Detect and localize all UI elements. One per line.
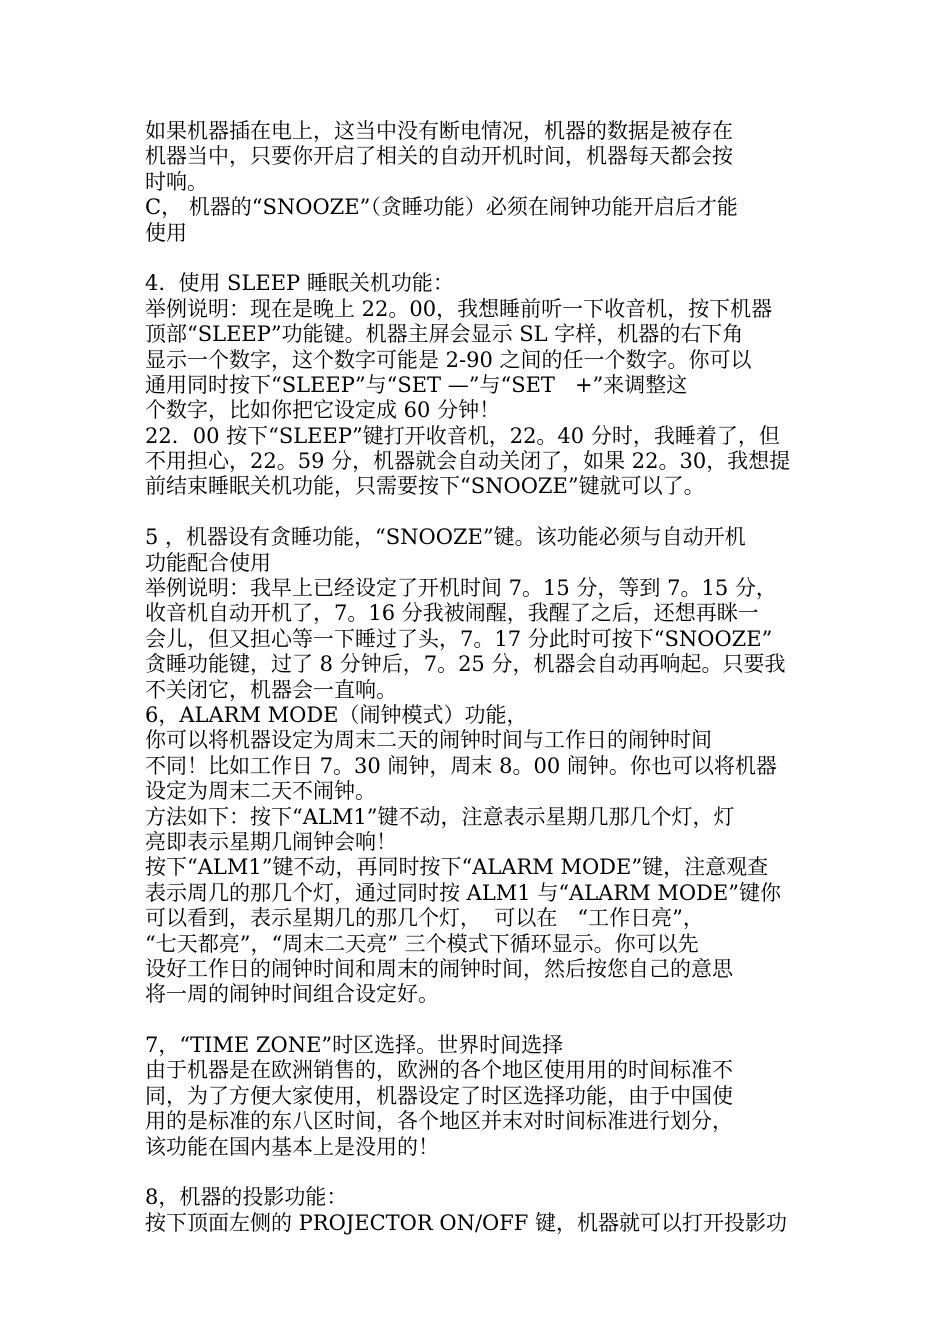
text-line: 设定为周末二天不闹钟。 [145, 779, 376, 804]
text-line: 机器当中，只要你开启了相关的自动开机时间，机器每天都会按 [145, 144, 733, 169]
text-line: 举例说明：现在是晚上 22。00，我想睡前听一下收音机，按下机器 [145, 296, 773, 321]
text-line: 设好工作日的闹钟时间和周末的闹钟时间，然后按您自己的意思 [145, 956, 733, 981]
blank-line [145, 1160, 815, 1185]
text-line: 功能配合使用 [145, 550, 271, 575]
text-line: 时响。 [145, 169, 208, 194]
text-line: 举例说明：我早上已经设定了开机时间 7。15 分，等到 7。15 分， [145, 576, 777, 601]
text-line: 不用担心，22。59 分，机器就会自动关闭了，如果 22。30，我想提 [145, 449, 791, 474]
text-line: 收音机自动开机了，7。16 分我被闹醒，我醒了之后，还想再眯一 [145, 601, 759, 626]
blank-line [145, 246, 815, 271]
text-line: 5 ，机器设有贪睡功能，“SNOOZE”键。该功能必须与自动开机 [145, 525, 746, 550]
text-line: “七天都亮”，“周末二天亮” 三个模式下循环显示。你可以先 [145, 931, 699, 956]
text-line: 贪睡功能键，过了 8 分钟后，7。25 分，机器会自动再响起。只要我 [145, 652, 786, 677]
text-line: 22．00 按下“SLEEP”键打开收音机，22。40 分时，我睡着了，但 [145, 423, 780, 448]
document-body [145, 119, 815, 1236]
text-line: 不关闭它，机器会一直响。 [145, 677, 397, 702]
text-line: 显示一个数字，这个数字可能是 2-90 之间的任一个数字。你可以 [145, 347, 752, 372]
text-line: 用的是标准的东八区时间，各个地区并末对时间标准进行划分， [145, 1109, 733, 1134]
text-line: 同，为了方便大家使用，机器设定了时区选择功能，由于中国使 [145, 1083, 733, 1108]
text-line: 会儿，但又担心等一下睡过了头，7。17 分此时可按下“SNOOZE” [145, 626, 773, 651]
text-line: 由于机器是在欧洲销售的，欧洲的各个地区使用用的时间标准不 [145, 1058, 733, 1083]
text-line: 将一周的闹钟时间组合设定好。 [145, 982, 439, 1007]
text-line: 使用 [145, 220, 187, 245]
text-line: 可以看到，表示星期几的那几个灯， 可以在 “工作日亮”， [145, 906, 704, 931]
text-line: 表示周几的那几个灯，通过同时按 ALM1 与“ALARM MODE”键你 [145, 880, 781, 905]
text-line: 6，ALARM MODE（闹钟模式）功能， [145, 702, 528, 727]
blank-line [145, 1008, 815, 1033]
text-line: 方法如下：按下“ALM1”键不动，注意表示星期几那几个灯，灯 [145, 804, 735, 829]
text-line: 8，机器的投影功能： [145, 1185, 348, 1210]
text-line: 如果机器插在电上，这当中没有断电情况，机器的数据是被存在 [145, 119, 733, 143]
text-line: 你可以将机器设定为周末二天的闹钟时间与工作日的闹钟时间 [145, 728, 712, 753]
text-line: 4. 使用 SLEEP 睡眠关机功能： [145, 271, 454, 296]
text-line: 不同！比如工作日 7。30 闹钟，周末 8。00 闹钟。你也可以将机器 [145, 753, 777, 778]
blank-line [145, 500, 815, 525]
text-line: C， 机器的“SNOOZE”（贪睡功能）必须在闹钟功能开启后才能 [145, 195, 738, 220]
text-line: 前结束睡眠关机功能，只需要按下“SNOOZE”键就可以了。 [145, 474, 705, 499]
text-line: 按下“ALM1”键不动，再同时按下“ALARM MODE”键，注意观查 [145, 855, 769, 880]
text-line: 按下顶面左侧的 PROJECTOR ON/OFF 键，机器就可以打开投影功 [145, 1210, 788, 1235]
text-line: 该功能在国内基本上是没用的！ [145, 1134, 439, 1159]
text-line: 通用同时按下“SLEEP”与“SET —”与“SET +”来调整这 [145, 372, 688, 397]
text-line: 亮即表示星期几闹钟会响！ [145, 829, 397, 854]
text-line: 顶部“SLEEP”功能键。机器主屏会显示 SL 字样，机器的右下角 [145, 322, 744, 347]
text-line: 个数字，比如你把它设定成 60 分钟！ [145, 398, 501, 423]
text-line: 7，“TIME ZONE”时区选择。世界时间选择 [145, 1033, 564, 1058]
